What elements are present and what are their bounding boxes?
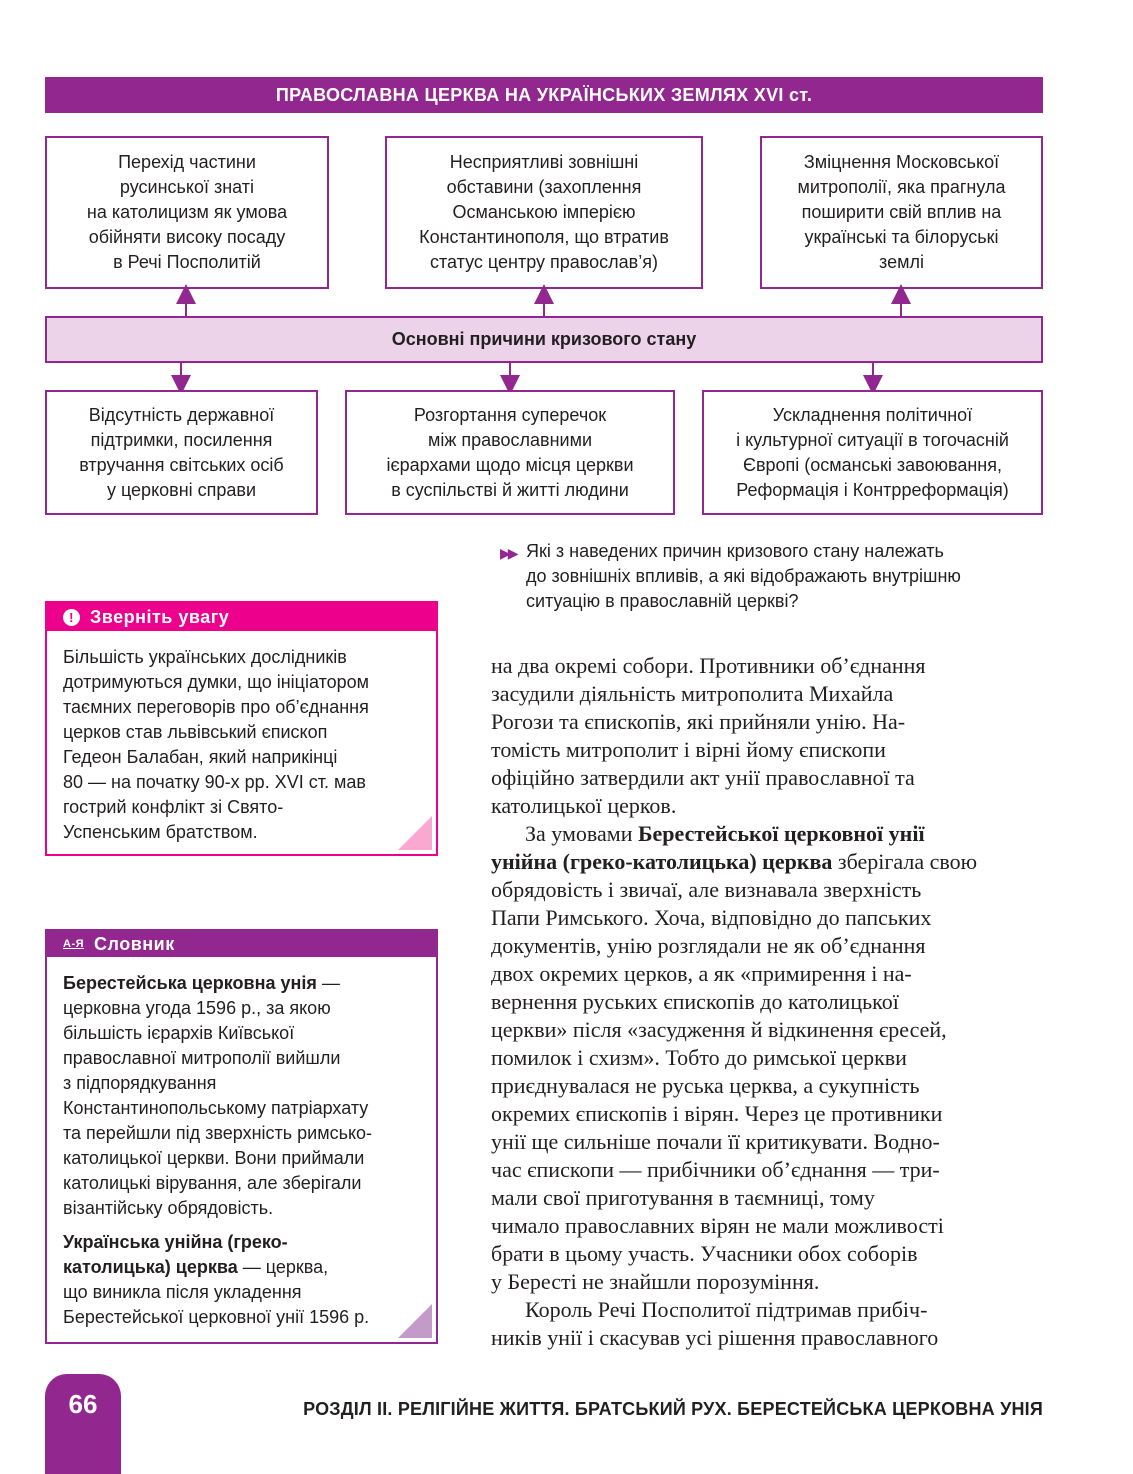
dictionary-entry	[63, 1230, 420, 1330]
cause-box-bottom-3: Ускладнення політичної і культурної ситуації в тогочасній Європі (османські завоювання, Реформація і Контрреформація)	[702, 390, 1043, 515]
corner-triangle	[398, 1304, 432, 1338]
cause-box-top-2: Несприятливі зовнішні обставини (захоплення Османською імперією Константинополя, що втратив статус центру православ’я)	[385, 136, 703, 289]
section-title: РОЗДІЛ II. РЕЛІГІЙНЕ ЖИТТЯ. БРАТСЬКИЙ РУХ. БЕРЕСТЕЙСЬКА ЦЕРКОВНА УНІЯ	[303, 1399, 1043, 1419]
attention-body: Більшість українських дослідників дотримуються думки, що ініціатором таємних переговорів про об’єднання церков став львівський єпископ Гедеон Балабан, який наприкінці 80 — на початку 90-х рр. XVI ст. мав гострий конфлікт зі Свято- Успенським братством.	[63, 647, 370, 842]
attention-title: Зверніть увагу	[90, 606, 230, 627]
main-text	[491, 652, 1043, 1352]
double-arrow-icon: ▶▶	[500, 545, 516, 561]
cause-box-top-1: Перехід частини русинської знаті на католицизм як умова обійняти високу посаду в Речі Посполитій	[45, 136, 329, 289]
dictionary-icon: А-Я	[63, 938, 85, 950]
page-number: 66	[45, 1374, 121, 1474]
cause-box-bottom-1: Відсутність державної підтримки, посилення втручання світських осіб у церковні справи	[45, 390, 318, 515]
cause-box-bottom-2: Розгортання суперечок між православними ієрархами щодо місця церкви в суспільстві й житті людини	[345, 390, 675, 515]
dictionary-box	[45, 929, 438, 1344]
entry-term: Берестейська церковна унія	[63, 973, 317, 993]
entry-term: Українська унійна (греко- католицька) церква	[63, 1232, 288, 1277]
attention-header	[47, 603, 436, 631]
cause-box-top-3: Зміцнення Московської митрополії, яка прагнула поширити свій вплив на українські та білоруські землі	[760, 136, 1043, 289]
dictionary-entry	[63, 971, 420, 1221]
corner-triangle	[398, 816, 432, 850]
paragraph-2: За умовами Берестейської церковної унії унійна (греко-католицька) церква зберігала свою обрядовість і звичаї, але визнавала зверхність Папи Римського. Хоча, відповідно до папських документів, унію розглядали не як об’єднання двох окремих церков, а як «примирення і на- вернення руських єпископів до католицької церкви» після «засудження й відкинення єресей, помилок і схизм». Тобто до римської церкви приєднувалася не руська церква, а сукупність окремих єпископів і вірян. Через це противники унії ще сильніше почали її критикувати. Водно- час єпископи — прибічники об’єднання — три- мали свої приготування в таємниці, тому чимало православних вірян не мали можливості брати в цьому участь. Учасники обох соборів у Бересті не знайшли порозуміння.	[491, 821, 978, 1294]
review-question	[500, 539, 1040, 614]
diagram-title: ПРАВОСЛАВНА ЦЕРКВА НА УКРАЇНСЬКИХ ЗЕМЛЯХ XVI ст.	[45, 77, 1043, 113]
paragraph-1: на два окремі собори. Противники об’єднання засудили діяльність митрополита Михайла Рогози та єпископів, які прийняли унію. На- томість митрополит і вірні йому єпископи офіційно затвердили акт унії православної та католицької церков.	[491, 653, 926, 818]
diagram-center: Основні причини кризового стану	[45, 316, 1043, 363]
paragraph-2-bold: Берестейської церковної унії унійна (греко-католицька) церква	[491, 821, 925, 874]
dictionary-header	[47, 931, 436, 957]
attention-box	[45, 601, 438, 856]
question-text: Які з наведених причин кризового стану належать до зовнішніх впливів, а які відображають внутрішню ситуацію в православній церкві?	[526, 541, 961, 611]
paragraph-3: Король Речі Посполитої підтримав прибіч- ників унії і скасував усі рішення православного	[491, 1297, 939, 1350]
dictionary-title: Словник	[94, 933, 175, 954]
entry-definition: — церква, що виникла після укладення Берестейської церковної унії 1596 р.	[63, 1257, 370, 1327]
exclamation-icon: !	[63, 609, 80, 626]
entry-definition: — церковна угода 1596 р., за якою більшість ієрархів Київської православної митрополії вийшли з підпорядкування Константинопольському патріархату та перейшли під зверхність римсько- католицької церкви. Вони приймали католицькі вірування, але зберігали візантійську обрядовість.	[63, 973, 373, 1218]
